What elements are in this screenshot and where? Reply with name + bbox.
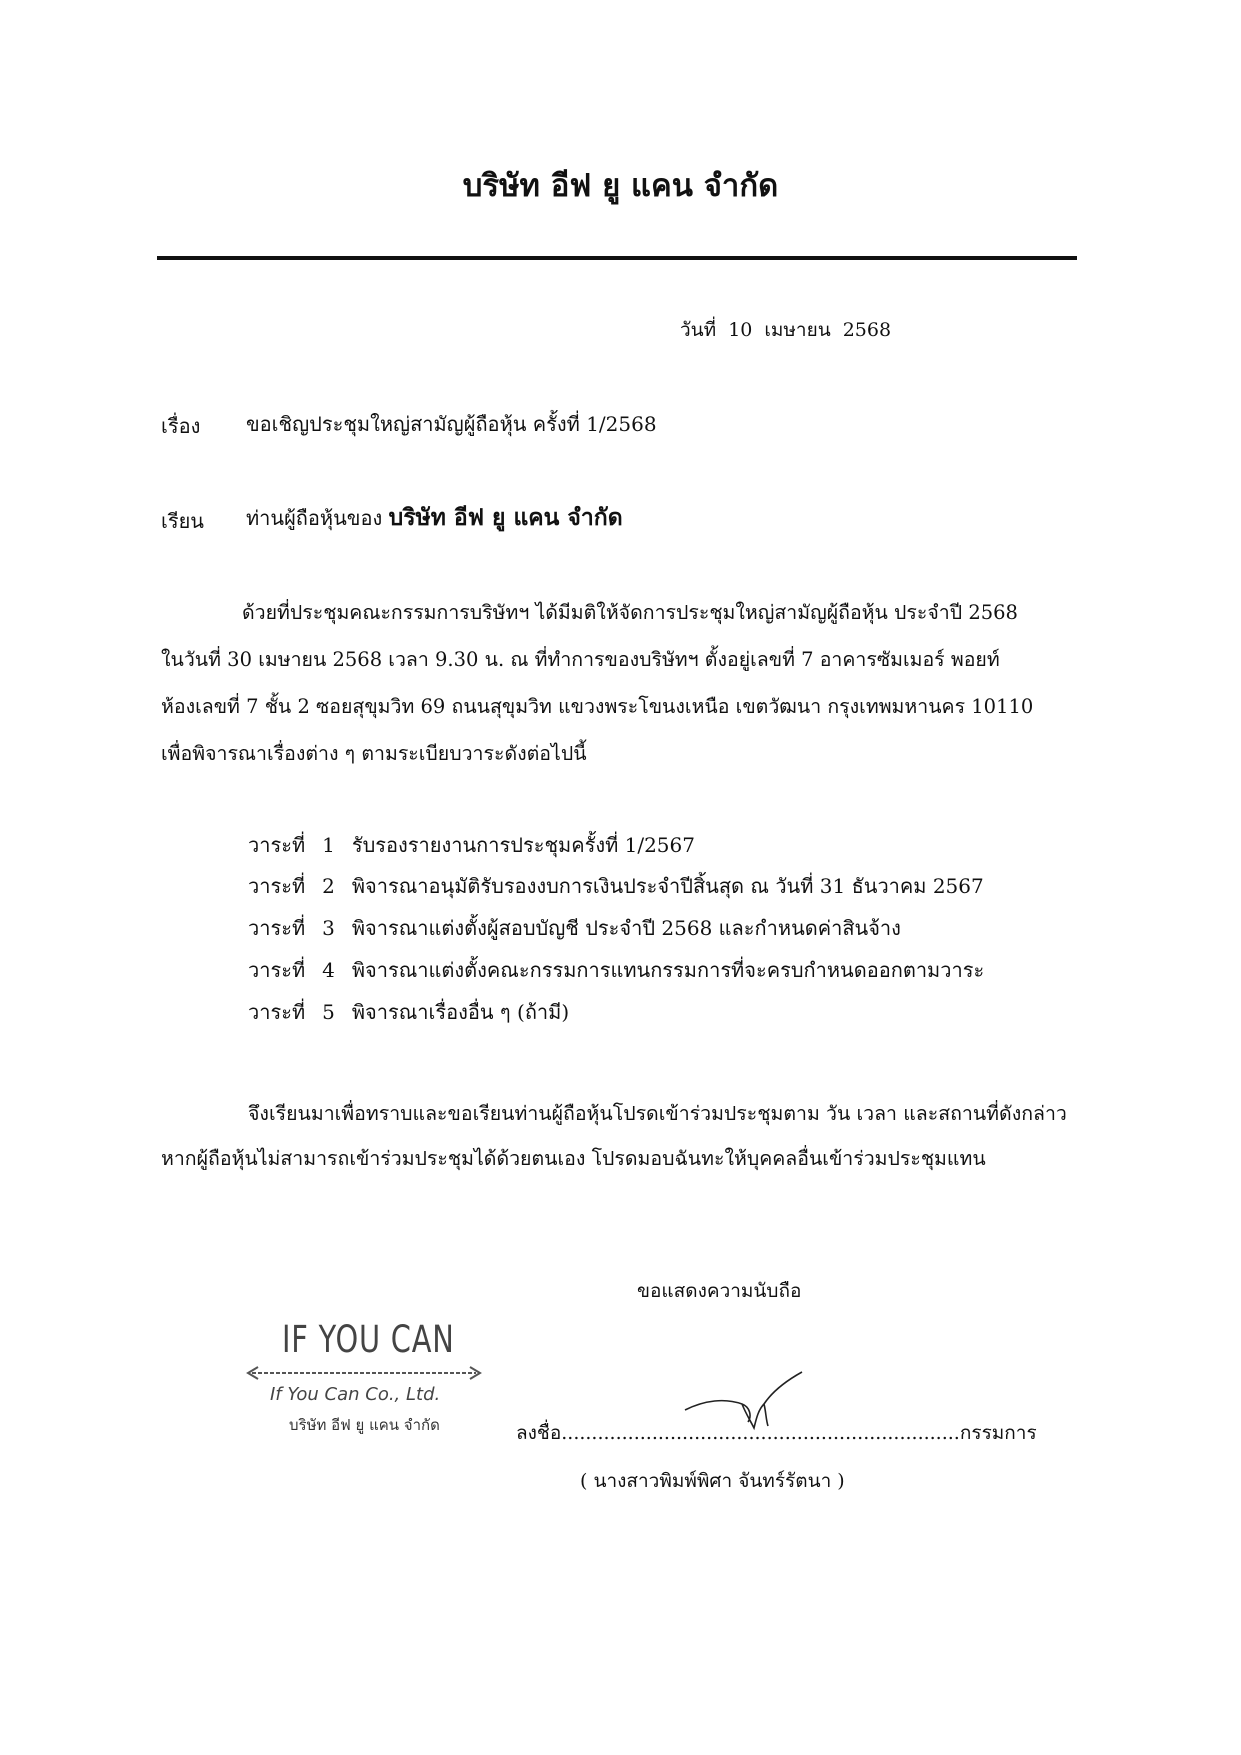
conclusion-line-2: หากผู้ถือหุ้นไม่สามารถเข้าร่วมประชุมได้ด้วยตนเอง โปรดมอบฉันทะให้บุคคลอื่นเข้าร่วมประชุมแทน [161, 1147, 986, 1170]
agenda-label: วาระที่ [248, 833, 306, 857]
agenda-label: วาระที่ [248, 958, 306, 982]
closing-salutation: ขอแสดงความนับถือ [637, 1280, 802, 1302]
header-divider [157, 256, 1077, 260]
date-day: 10 [728, 319, 753, 341]
signature-dots: .................................................................. [561, 1422, 960, 1444]
agenda-number: 4 [322, 958, 335, 982]
company-stamp [244, 1318, 484, 1448]
agenda-text: พิจารณาแต่งตั้งคณะกรรมการแทนกรรมการที่จะครบกำหนดออกตามวาระ [351, 958, 985, 982]
body-line-1: ด้วยที่ประชุมคณะกรรมการบริษัทฯ ได้มีมติให้จัดการประชุมใหญ่สามัญผู้ถือหุ้น ประจำปี 2568 [242, 601, 1018, 624]
agenda-number: 5 [322, 1000, 335, 1024]
agenda-text: รับรองรายงานการประชุมครั้งที่ 1/2567 [351, 833, 695, 857]
signature-prefix: ลงชื่อ [516, 1422, 562, 1444]
agenda-item [248, 870, 984, 902]
agenda-item [248, 954, 984, 986]
letter-date [680, 315, 891, 345]
agenda-label: วาระที่ [248, 874, 306, 898]
agenda-number: 3 [322, 916, 335, 940]
stamp-english-name: If You Can Co., Ltd. [270, 1384, 441, 1405]
agenda-item [248, 996, 569, 1028]
body-line-3: ห้องเลขที่ 7 ชั้น 2 ซอยสุขุมวิท 69 ถนนสุขุมวิท แขวงพระโขนงเหนือ เขตวัฒนา กรุงเทพมหานคร 10110 [161, 695, 1034, 718]
agenda-text: พิจารณาแต่งตั้งผู้สอบบัญชี ประจำปี 2568 และกำหนดค่าสินจ้าง [351, 916, 901, 940]
agenda-text: พิจารณาเรื่องอื่น ๆ (ถ้ามี) [351, 1000, 570, 1024]
agenda-item [248, 829, 695, 861]
signature-role: กรรมการ [959, 1422, 1037, 1444]
stamp-arrow-icon [244, 1366, 484, 1380]
subject-label: เรื่อง [161, 414, 201, 438]
signature-line [516, 1418, 1037, 1448]
recipient-text [246, 500, 623, 536]
agenda-label: วาระที่ [248, 916, 306, 940]
stamp-logo-text: IF YOU CAN [282, 1318, 455, 1361]
stamp-thai-name: บริษัท อีฟ ยู แคน จำกัด [289, 1416, 440, 1434]
company-title: บริษัท อีฟ ยู แคน จำกัด [462, 168, 779, 204]
conclusion-line-1: จึงเรียนมาเพื่อทราบและขอเรียนท่านผู้ถือหุ้นโปรดเข้าร่วมประชุมตาม วัน เวลา และสถานที่ดังกล่าว [248, 1102, 1067, 1125]
agenda-text: พิจารณาอนุมัติรับรองงบการเงินประจำปีสิ้นสุด ณ วันที่ 31 ธันวาคม 2567 [351, 874, 984, 898]
agenda-label: วาระที่ [248, 1000, 306, 1024]
subject-text: ขอเชิญประชุมใหญ่สามัญผู้ถือหุ้น ครั้งที่ 1/2568 [246, 412, 657, 436]
signatory-name: ( นางสาวพิมพ์พิศา จันทร์รัตนา ) [580, 1470, 845, 1492]
body-line-4: เพื่อพิจารณาเรื่องต่าง ๆ ตามระเบียบวาระดังต่อไปนี้ [161, 742, 587, 765]
body-line-2: ในวันที่ 30 เมษายน 2568 เวลา 9.30 น. ณ ที่ทำการของบริษัทฯ ตั้งอยู่เลขที่ 7 อาคารซัมเมอร์ พอยท์ [161, 648, 1000, 671]
recipient-prefix: ท่านผู้ถือหุ้นของ [246, 506, 383, 530]
agenda-number: 2 [322, 874, 335, 898]
recipient-company: บริษัท อีฟ ยู แคน จำกัด [388, 504, 623, 531]
agenda-item [248, 912, 901, 944]
date-month: เมษายน [764, 319, 831, 341]
date-prefix: วันที่ [680, 319, 717, 341]
agenda-number: 1 [322, 833, 335, 857]
date-year: 2568 [842, 319, 892, 341]
recipient-label: เรียน [161, 509, 204, 533]
